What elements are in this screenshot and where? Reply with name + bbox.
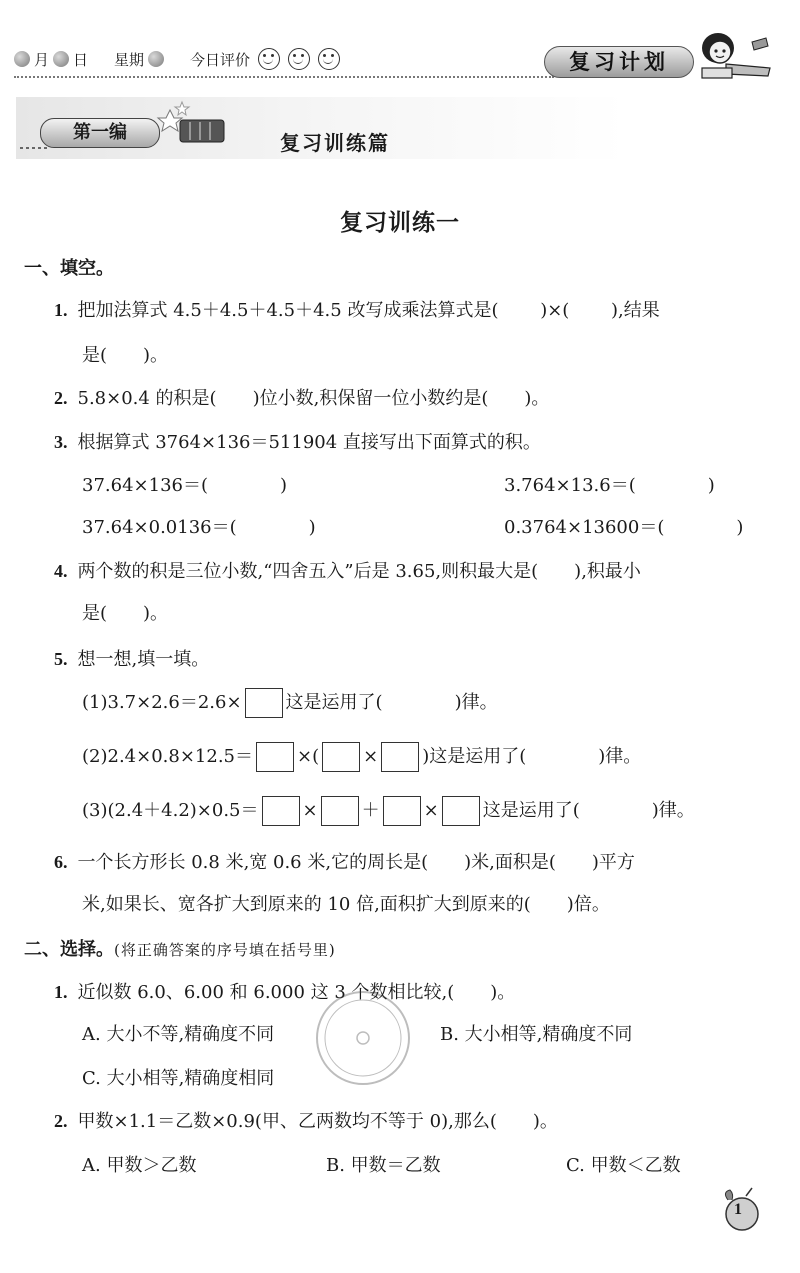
q1-line2: 是( )。 <box>82 345 169 366</box>
p2-q2-line <box>54 1107 558 1133</box>
answer-box[interactable] <box>381 742 419 772</box>
p2-q1-text: 近似数 6.0、6.00 和 6.000 这 3 个数相比较,( )。 <box>77 982 516 1003</box>
q5-sub3-pre: (3)(2.4＋4.2)×0.5＝ <box>82 800 259 821</box>
q3-a: 37.64×136＝( ) <box>82 475 288 496</box>
q5-sub1-pre: (1)3.7×2.6＝2.6× <box>82 692 242 713</box>
p2-q1-option-c[interactable]: C. 大小相等,精确度相同 <box>82 1068 275 1089</box>
reading-girl-illustration-icon <box>696 28 776 84</box>
p2-q1-line <box>54 978 515 1004</box>
question-number: 2. <box>54 388 68 408</box>
q3-c: 37.64×0.0136＝( ) <box>82 517 316 538</box>
q1-text: 把加法算式 4.5＋4.5＋4.5＋4.5 改写成乘法算式是( )×( ),结果 <box>77 300 660 321</box>
section-tag: 第一编 <box>40 118 160 148</box>
day-dot-icon <box>53 51 69 67</box>
p2-q2-option-b[interactable]: B. 甲数＝乙数 <box>326 1155 441 1176</box>
rating-label: 今日评价 <box>190 50 251 69</box>
q3-line <box>54 428 541 454</box>
q5-text: 想一想,填一填。 <box>77 649 210 670</box>
q2-text: 5.8×0.4 的积是( )位小数,积保留一位小数约是( )。 <box>77 388 550 409</box>
answer-box[interactable] <box>256 742 294 772</box>
q5-sub3 <box>82 796 695 826</box>
q4-line2: 是( )。 <box>82 603 169 624</box>
q5-sub3-op1: × <box>302 800 318 821</box>
p2-q2-text: 甲数×1.1＝乙数×0.9(甲、乙两数均不等于 0),那么( )。 <box>77 1111 558 1132</box>
q3-text: 根据算式 3764×136＝511904 直接写出下面算式的积。 <box>77 432 541 453</box>
q5-sub2-pre: (2)2.4×0.8×12.5＝ <box>82 746 253 767</box>
part1-heading: 一、填空。 <box>24 258 114 279</box>
smiley-icon[interactable] <box>288 48 310 70</box>
section-title: 复习训练篇 <box>280 131 390 155</box>
question-number: 2. <box>54 1111 68 1131</box>
watermark-stamp-icon <box>298 988 428 1088</box>
q5-sub2-post: )这是运用了( )律。 <box>422 746 642 767</box>
q5-sub1-post: 这是运用了( )律。 <box>285 692 498 713</box>
part2-heading-text: 二、选择。 <box>24 939 114 960</box>
question-number: 3. <box>54 432 68 452</box>
question-number: 5. <box>54 649 68 669</box>
answer-box[interactable] <box>262 796 300 826</box>
page-number: 1 <box>734 1201 742 1218</box>
q5-sub1 <box>82 688 498 718</box>
q2-line <box>54 384 549 410</box>
header-divider <box>14 76 554 78</box>
week-label: 星期 <box>114 50 145 69</box>
answer-box[interactable] <box>322 742 360 772</box>
p2-q2-option-c[interactable]: C. 甲数＜乙数 <box>566 1155 681 1176</box>
q4-line1 <box>54 557 641 583</box>
page-title: 复习训练一 <box>340 210 460 236</box>
smiley-icon[interactable] <box>258 48 280 70</box>
answer-box[interactable] <box>383 796 421 826</box>
q5-sub3-op3: × <box>423 800 439 821</box>
question-number: 6. <box>54 852 68 872</box>
q5-line <box>54 645 209 671</box>
q3-d: 0.3764×13600＝( ) <box>504 517 744 538</box>
q1-line1 <box>54 296 660 322</box>
part2-heading <box>24 935 336 961</box>
q5-sub3-op2: ＋ <box>361 800 380 821</box>
p2-q1-option-b[interactable]: B. 大小相等,精确度不同 <box>440 1024 633 1045</box>
q6-line2: 米,如果长、宽各扩大到原来的 10 倍,面积扩大到原来的( )倍。 <box>82 894 610 915</box>
question-number: 1. <box>54 300 68 320</box>
smiley-icon[interactable] <box>318 48 340 70</box>
q5-sub3-post: 这是运用了( )律。 <box>482 800 695 821</box>
month-label: 月 <box>34 50 50 69</box>
q5-sub2-op1: ×( <box>297 746 320 767</box>
question-number: 1. <box>54 982 68 1002</box>
q6-text: 一个长方形长 0.8 米,宽 0.6 米,它的周长是( )米,面积是( )平方 <box>77 852 635 873</box>
q6-line1 <box>54 848 635 874</box>
date-rating-row <box>14 48 340 70</box>
week-dot-icon <box>148 51 164 67</box>
p2-q2-option-a[interactable]: A. 甲数＞乙数 <box>82 1155 197 1176</box>
q5-sub2-op2: × <box>363 746 379 767</box>
month-dot-icon <box>14 51 30 67</box>
part2-note: (将正确答案的序号填在括号里) <box>114 941 336 959</box>
q4-text: 两个数的积是三位小数,“四舍五入”后是 3.65,则积最大是( ),积最小 <box>77 561 641 582</box>
question-number: 4. <box>54 561 68 581</box>
q5-sub2 <box>82 742 641 772</box>
answer-box[interactable] <box>321 796 359 826</box>
review-plan-banner: 复习计划 <box>544 46 694 78</box>
q3-b: 3.764×13.6＝( ) <box>504 475 715 496</box>
p2-q1-option-a[interactable]: A. 大小不等,精确度不同 <box>82 1024 275 1045</box>
answer-box[interactable] <box>442 796 480 826</box>
day-label: 日 <box>73 50 89 69</box>
answer-box[interactable] <box>245 688 283 718</box>
